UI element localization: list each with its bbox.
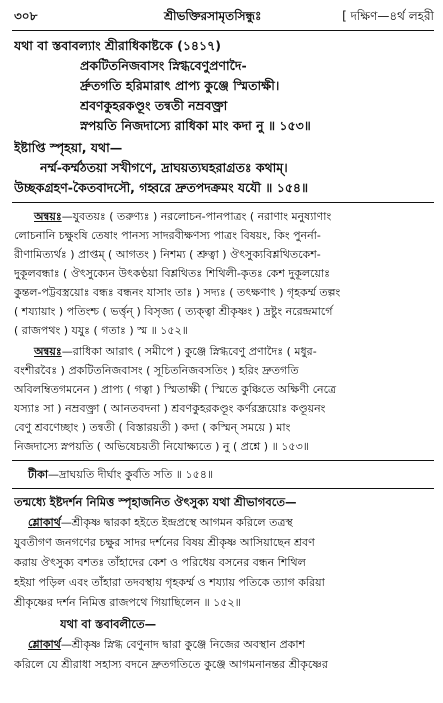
sloka1-line: করায় ঔৎসুক্য বশতঃ তাঁহাদের কেশ ও পরিধেয় বসনের বন্ধন শিথিল — [14, 556, 306, 569]
sloka-label: শ্লোকার্থ — [28, 638, 61, 651]
sloka2-line: করিলে যে শ্রীরাধা সহাস্য বদনে দ্রুতগতিতে কুঞ্জে আগমনানন্তর শ্রীকৃষ্ণের — [14, 658, 328, 671]
anvaya2-line: অবিলম্বিতগমনেন ) প্রাপ্য ( গত্বা ) স্মিতাক্ষী ( স্মিতে কুঞ্চিতে অক্ষিণী নেত্রে — [14, 383, 337, 396]
anvaya2-line: বেণু শ্রবণেচ্ছাং ) তন্বতী ( বিস্তারয়তী ) কদা ( কস্মিন্ সময়ে ) মাং — [14, 421, 291, 434]
anvaya1-line: কুন্তল-পট্টবস্ত্রয়োঃ বন্ধঃ বন্ধনং যাসাং তাঃ ) সদ্যঃ ( তৎক্ষণাৎ ) গৃহকর্ম্ম তল্পং — [14, 286, 341, 299]
verse2-line: নর্ম্ম-কর্ম্মঠতয়া সখীগণে, দ্রাঘয়ত্যঘহরাগ্রতঃ কথাম্। — [40, 160, 288, 175]
verse1-line: স্নপয়তি নিজদাস্যে রাধিকা মাং কদা নু ॥ ১৫৩॥ — [80, 118, 311, 133]
anvaya1-line: অন্বয়ঃ—যুবতয়ঃ ( তরুণ্যঃ ) নরলোচন-পানপাত্রং ( নরাণাং মনুষ্যাণাং — [34, 210, 332, 223]
section-heading: তন্মধ্যে ইষ্টদর্শন নিমিত্ত স্পৃহাজনিত ঔৎসুক্য যথা শ্রীভাগবতে— — [14, 495, 297, 509]
tika-line: টীকা—দ্রাঘয়তি দীর্ঘাং কুর্বতি সতি ॥ ১৫৪॥ — [28, 468, 214, 481]
anvaya1-line: দুকূলবন্ধাঃ ( ঔৎসুক্যেন উৎকণ্ঠয়া বিশ্লথিতঃ শিথিলী-কৃতঃ কেশ দুকূলয়োঃ — [14, 267, 330, 280]
section-label: [ দক্ষিণ—৪র্থ লহরী — [342, 9, 434, 23]
anvaya2-line: নিজদাস্যে স্নপয়তি ( অভিষেচয়তী নিযোক্ষ্যতে ) নু ( প্রশ্নে ) ॥ ১৫৩॥ — [14, 440, 309, 453]
verse1-line: শ্রবণকুহরকণ্ডূং তন্বতী নম্রবক্ত্রা — [80, 98, 228, 113]
tika-label: টীকা — [28, 468, 49, 481]
anvaya2-line: যস্যাঃ সা ) নম্রবক্ত্রা ( আনতবদনা ) শ্রবণকুহরকণ্ডূং কর্ণরন্ধ্রয়োঃ কণ্ডূয়নং — [14, 402, 326, 415]
anvaya1-line: লোচনানি চক্ষুংষি তেষাং পানস্য সাদরবীক্ষণস্য পাত্রং বিষয়ং, কিং পুনর্না- — [14, 229, 321, 242]
sloka1-line: শ্লোকার্থ—শ্রীকৃষ্ণ দ্বারকা হইতে ইন্দ্রপ্রস্থে আগমন করিলে তত্রস্থ — [28, 516, 293, 529]
verse1-line: র্দ্রুতগতি হরিমারাৎ প্রাপ্য কুঞ্জে স্মিতাক্ষী। — [80, 78, 280, 93]
anvaya2-line: বংশীরবৈঃ ) প্রকটিতনিজবাসং ( সূচিতনিজবসতিং ) হরিং দ্রুতগতি — [14, 364, 299, 377]
page-number: ৩০৮ — [14, 9, 38, 23]
sloka1-line: যুবতীগণ জনগণের চক্ষুর সাদর দর্শনের বিষয় শ্রীকৃষ্ণ আসিয়াছেন শ্রবণ — [14, 536, 315, 549]
header-rule — [12, 30, 434, 31]
section-rule — [12, 202, 434, 203]
sloka1-line: শ্রীকৃষ্ণের দর্শন নিমিত্ত রাজপথে গিয়াছিলেন ॥ ১৫২॥ — [14, 596, 241, 609]
section-rule — [12, 488, 434, 489]
sloka1-line: হইয়া পড়িল এবং তাঁহারা তদবস্থায় গৃহকর্ম্ম ও শয্যায় পতিকে ত্যাগ করিয়া — [14, 576, 325, 589]
anvaya1-line: ( শয্যায়াং ) পতিংশ্চ ( ভর্ত্তৃন্ ) বিসৃজ্য ( ত্যক্ত্বা শ্রীকৃষ্ণং ) দ্রষ্টুং নরেন্দ্রমার্গে — [14, 305, 333, 318]
section-rule — [12, 460, 434, 461]
anvaya1-line: রীণামিত্যর্থঃ ) প্রাপ্তম্ ( আগতং ) নিশম্য ( শ্রুত্বা ) ঔৎসুক্যবিশ্লথিতকেশ- — [14, 248, 321, 261]
verse1-intro: যথা বা স্তবাবল্যাং শ্রীরাধিকাষ্টকে (১৪১৭) — [14, 38, 221, 53]
section-heading: যথা বা স্তবাবলীতে— — [60, 617, 157, 631]
sloka2-line: শ্লোকার্থ—শ্রীকৃষ্ণ স্নিগ্ধ বেণুনাদ দ্বারা কুঞ্জে নিজের অবস্থান প্রকাশ — [28, 638, 306, 651]
verse2-line: উচ্ছকগ্রহণ-কৈতবাদসৌ, গহ্বরে দ্রুতপদক্রমং যযৌ ॥ ১৫৪॥ — [14, 180, 309, 195]
running-title: শ্রীভক্তিরসামৃতসিন্ধুঃ — [164, 9, 262, 23]
page-header — [14, 8, 434, 26]
anvaya-label: অন্বয়ঃ — [34, 345, 62, 358]
verse1-line: প্রকটিতনিজবাসং স্নিগ্ধবেণুপ্রণাদৈ- — [80, 58, 247, 73]
anvaya2-line: অন্বয়ঃ—রাধিকা আরাৎ ( সমীপে ) কুঞ্জে স্নিগ্ধবেণু প্রণাদৈঃ ( মধুর- — [34, 345, 317, 358]
sloka-label: শ্লোকার্থ — [28, 516, 61, 529]
anvaya-label: অন্বয়ঃ — [34, 210, 62, 223]
verse2-intro: ইষ্টাপ্তি স্পৃহয়া, যথা— — [14, 140, 123, 155]
anvaya1-line: ( রাজপথং ) যযুঃ ( গতাঃ ) স্ম ॥ ১৫২॥ — [14, 324, 188, 337]
